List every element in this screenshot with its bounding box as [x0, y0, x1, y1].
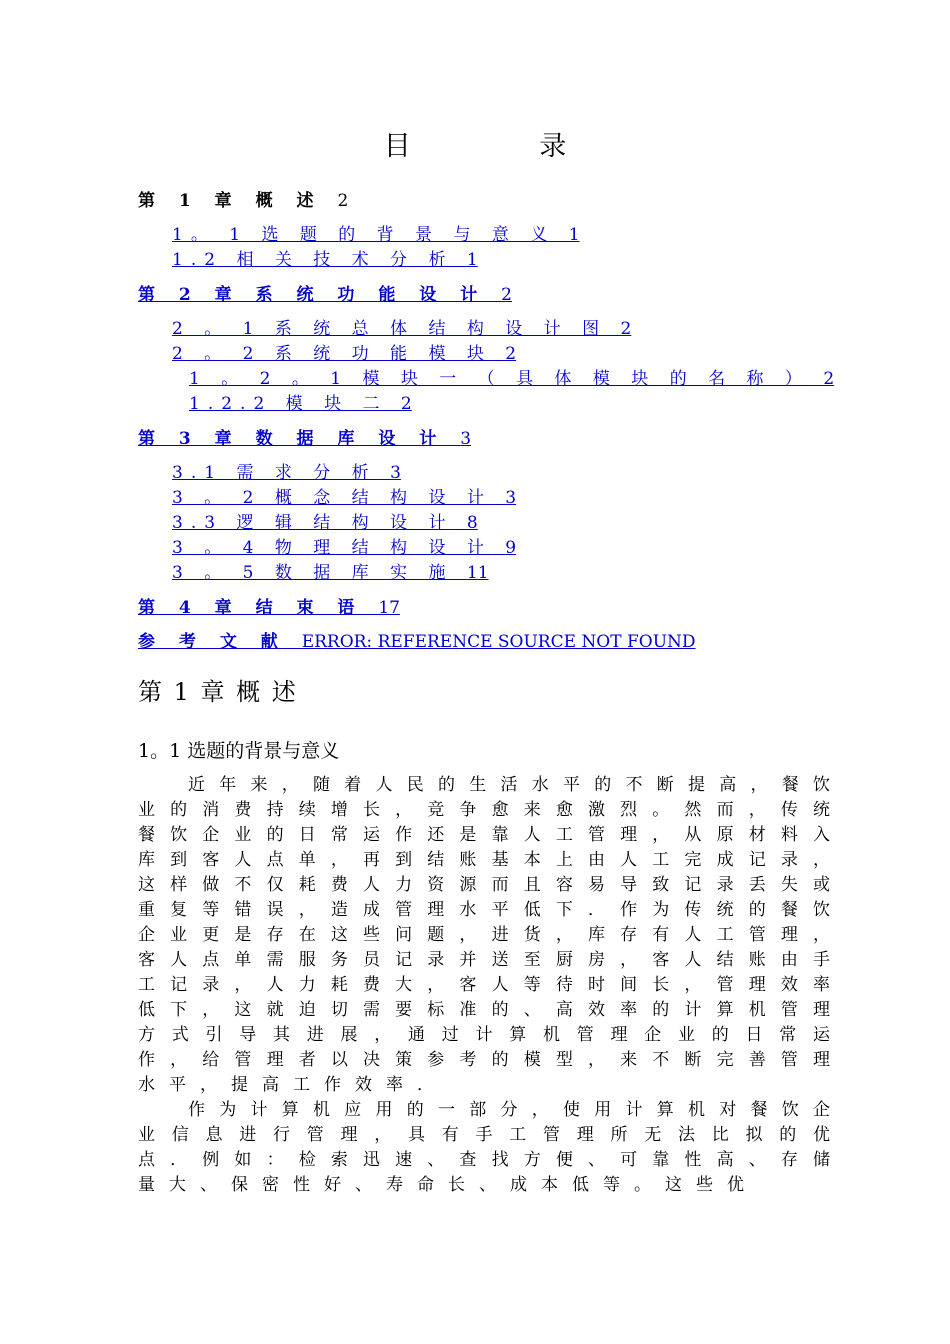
- toc-entry-page: 2: [337, 191, 349, 211]
- toc-entry-label: 2 。 2 系 统 功 能 模 块: [172, 344, 492, 364]
- toc-entry-page: 3: [460, 429, 472, 449]
- toc-title: 目 录: [383, 131, 627, 162]
- toc-entry[interactable]: [172, 462, 401, 484]
- section-heading: 1。1 选题的背景与意义: [138, 740, 340, 762]
- toc-entry-page: 17: [378, 598, 400, 618]
- toc-entry: [138, 190, 348, 212]
- toc-entry[interactable]: [172, 562, 489, 584]
- toc-entry-page: 3: [390, 463, 401, 483]
- toc-entry-page: 2: [620, 319, 632, 339]
- toc-entry-page: 2: [501, 285, 512, 305]
- toc-entry-label: 第 4 章 结 束 语: [138, 598, 364, 618]
- toc-entry-label: 1.2.2 模 块 二: [189, 394, 388, 414]
- toc-entry-page: 8: [466, 513, 478, 533]
- toc-entry-label: 3 。 4 物 理 结 构 设 计: [172, 538, 492, 558]
- toc-entry-page: 2: [505, 344, 517, 364]
- toc-entry-label: 第 2 章 系 统 功 能 设 计: [138, 285, 487, 305]
- toc-entry[interactable]: [172, 318, 631, 340]
- toc-entry[interactable]: [189, 393, 412, 415]
- toc-entry-label: 2 。 1 系 统 总 体 结 构 设 计 图: [172, 319, 608, 339]
- toc-entry[interactable]: [172, 343, 516, 365]
- toc-entry-label: 1.2 相 关 技 术 分 析: [172, 250, 454, 270]
- toc-entry-label: 3.3 逻 辑 结 构 设 计: [172, 513, 454, 533]
- toc-entry-label: 3 。 2 概 念 结 构 设 计: [172, 488, 492, 508]
- toc-entry[interactable]: [172, 512, 478, 534]
- toc-entry-label: 第 1 章 概 述: [138, 191, 323, 211]
- toc-entry-page: 2: [823, 369, 835, 389]
- toc-entry-page: 1: [568, 225, 580, 245]
- toc-entry-page: ERROR: REFERENCE SOURCE NOT FOUND: [301, 632, 696, 652]
- toc-entry-label: 1 。 2 。 1 模 块 一 （ 具 体 模 块 的 名 称 ）: [189, 369, 810, 389]
- toc-entry[interactable]: [172, 487, 516, 509]
- toc-entry-page: 3: [505, 488, 517, 508]
- toc-entry[interactable]: [138, 284, 512, 306]
- toc-entry-page: 9: [505, 538, 517, 558]
- toc-entry-label: 1。 1 选 题 的 背 景 与 意 义: [172, 225, 556, 245]
- toc-entry[interactable]: [172, 537, 516, 559]
- toc-entry-label: 3.1 需 求 分 析: [172, 463, 377, 483]
- toc-entry-page: 2: [400, 394, 412, 414]
- toc-entry[interactable]: [138, 597, 400, 619]
- toc-entry-page: 11: [466, 563, 489, 583]
- toc-entry-label: 参 考 文 献: [138, 632, 287, 652]
- chapter-heading: 第 1 章 概 述: [138, 678, 298, 706]
- toc-entry[interactable]: [172, 224, 580, 246]
- paragraph: 近年来，随着人民的生活水平的不断提高，餐饮业的消费持续增长，竞争愈来愈激烈。然而，传统餐饮企业的日常运作还是靠人工管理，从原材料入库到客人点单，再到结账基本上由人工完成记录，这样做不仅耗费人力资源而且容易导致记录丢失或重复等错误，造成管理水平低下．作为传统的餐饮企业更是存在这些问题，进货，库存有人工管理，客人点单需服务员记录并送至厨房，客人结账由手工记录，人力耗费大，客人等待时间长，管理效率低下，这就迫切需要标准的、高效率的计算机管理方式引导其进展，通过计算机管理企业的日常运作，给管理者以决策参考的模型，来不断完善管理水平，提高工作效率．: [138, 775, 844, 1095]
- toc-entry-label: 第 3 章 数 据 库 设 计: [138, 429, 446, 449]
- toc-entry[interactable]: [172, 249, 478, 271]
- toc-entry-label: 3 。 5 数 据 库 实 施: [172, 563, 454, 583]
- toc-entry[interactable]: [138, 631, 696, 653]
- paragraph: 作为计算机应用的一部分，使用计算机对餐饮企业信息进行管理，具有手工管理所无法比拟的优点．例如：检索迅速、查找方便、可靠性高、存储量大、保密性好、寿命长、成本低等。这些优: [138, 1100, 844, 1195]
- toc-entry-page: 1: [466, 250, 478, 270]
- toc-entry[interactable]: [138, 428, 471, 450]
- body-text: [138, 773, 844, 1198]
- toc-entry[interactable]: [189, 368, 834, 390]
